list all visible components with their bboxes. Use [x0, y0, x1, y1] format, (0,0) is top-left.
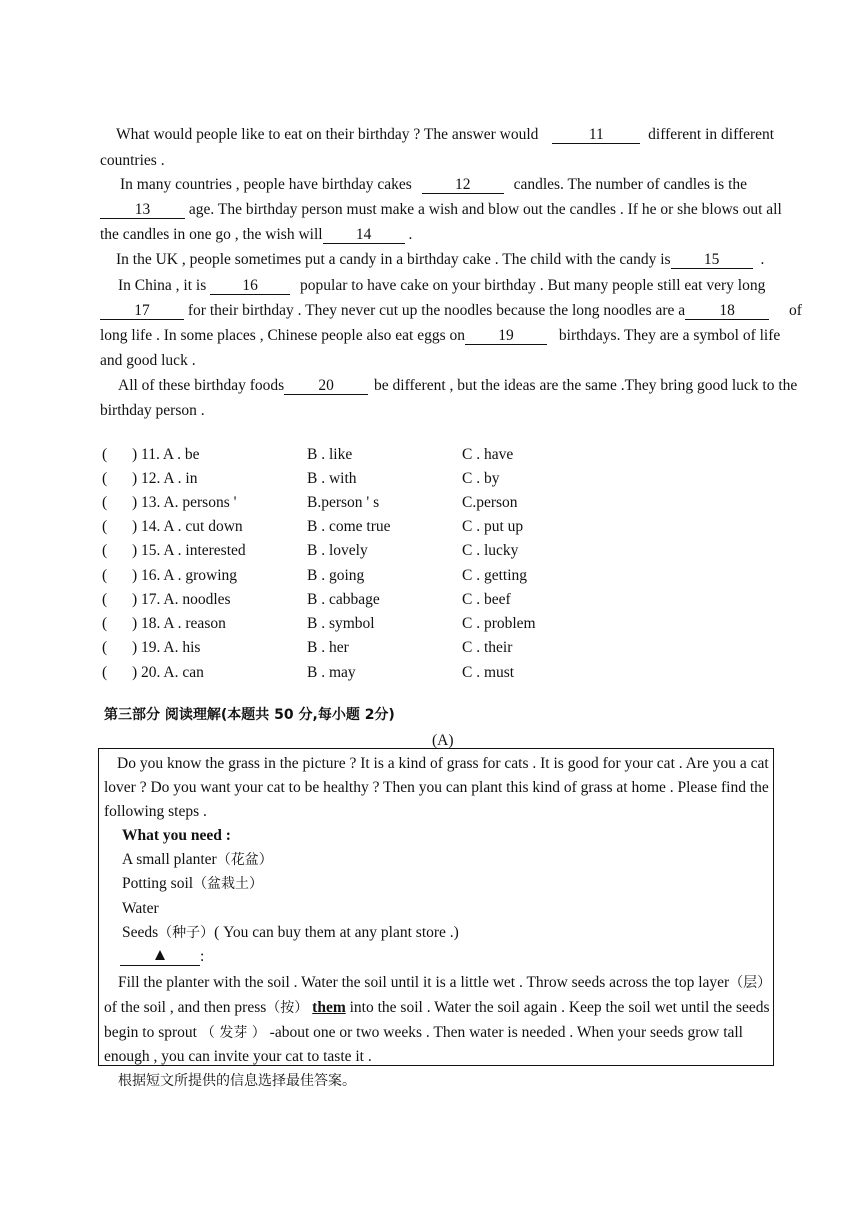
blank-15: 15 — [671, 251, 753, 269]
question-15 — [102, 541, 246, 561]
option-b: B . with — [307, 470, 357, 487]
option-c: C . must — [462, 664, 515, 681]
text: In China , it is — [118, 277, 207, 294]
answer-paren[interactable]: ( — [102, 446, 108, 463]
text: age. The birthday person must make a wish and blow out the candles . If he or she blows out all — [188, 201, 782, 218]
passage-line: following steps . — [104, 803, 207, 820]
option-b: B . going — [307, 567, 365, 584]
blank-13: 13 — [100, 201, 185, 219]
option-b: B . cabbage — [307, 591, 380, 608]
cloze-line — [118, 276, 765, 296]
option-a: ) 13. A. persons ' — [132, 494, 237, 511]
text: long life . In some places , Chinese people also eat eggs on — [100, 327, 466, 344]
option-c: C . problem — [462, 615, 536, 632]
option-b: B . symbol — [307, 615, 375, 632]
option-c: C . lucky — [462, 542, 519, 559]
option-a: ) 11. A . be — [132, 446, 200, 463]
cloze-line — [100, 351, 196, 371]
option-b: B . may — [307, 664, 356, 681]
answer-paren[interactable]: ( — [102, 639, 108, 656]
text: birthdays. They are a symbol of life — [558, 327, 781, 344]
text: . — [408, 226, 413, 243]
cloze-line — [100, 200, 782, 220]
blank-18: 18 — [685, 302, 769, 320]
triangle-icon — [155, 950, 165, 960]
option-a: ) 12. A . in — [132, 470, 198, 487]
passage-line: enough , you can invite your cat to taste it . — [104, 1048, 372, 1065]
option-c: C . by — [462, 470, 500, 487]
option-c: C . put up — [462, 518, 524, 535]
option-a: ) 16. A . growing — [132, 567, 238, 584]
text: countries . — [100, 152, 165, 169]
text: All of these birthday foods — [118, 377, 285, 394]
cloze-line — [118, 376, 797, 396]
blank-19: 19 — [465, 327, 547, 345]
text: different in different — [648, 126, 775, 143]
cloze-line — [116, 250, 764, 270]
answer-paren[interactable]: ( — [102, 518, 108, 535]
cloze-line — [100, 401, 205, 421]
text: of — [789, 302, 802, 319]
blank-16: 16 — [210, 277, 290, 295]
steps-blank: : — [120, 947, 204, 967]
option-b: B.person ' s — [307, 494, 380, 511]
text: What would people like to eat on their birthday ? The answer would — [116, 126, 539, 143]
cloze-line — [116, 125, 774, 145]
question-11 — [102, 445, 199, 465]
answer-paren[interactable]: ( — [102, 567, 108, 584]
option-c: C . their — [462, 639, 513, 656]
text: the candles in one go , the wish will — [100, 226, 323, 243]
option-c: C.person — [462, 494, 518, 511]
blank-17: 17 — [100, 302, 184, 320]
option-c: C . getting — [462, 567, 528, 584]
need-title: What you need : — [122, 827, 231, 844]
underlined-word: them — [312, 999, 346, 1016]
answer-paren[interactable]: ( — [102, 615, 108, 632]
blank-line[interactable] — [120, 948, 200, 966]
instruction: 根据短文所提供的信息选择最佳答案。 — [118, 1073, 356, 1089]
answer-paren[interactable]: ( — [102, 664, 108, 681]
passage-line: of the soil , and then press（按） them into the soil . Water the soil again . Keep the soil wet until the seeds — [104, 999, 770, 1016]
option-a: ) 17. A. noodles — [132, 591, 231, 608]
blank-20: 20 — [284, 377, 368, 395]
option-a: ) 20. A. can — [132, 664, 204, 681]
need-item-planter: A small planter（花盆） — [122, 851, 273, 868]
need-item-soil: Potting soil（盆栽土） — [122, 875, 264, 892]
text: In the UK , people sometimes put a candy in a birthday cake . The child with the candy is — [116, 251, 671, 268]
answer-paren[interactable]: ( — [102, 470, 108, 487]
option-c: C . have — [462, 446, 514, 463]
answer-paren[interactable]: ( — [102, 591, 108, 608]
text: birthday person . — [100, 402, 205, 419]
passage-line: lover ? Do you want your cat to be healthy ? Then you can plant this kind of grass at home . Please find the — [104, 779, 769, 796]
question-13 — [102, 493, 236, 513]
option-b: B . come true — [307, 518, 391, 535]
blank-11: 11 — [552, 126, 640, 144]
option-a: ) 14. A . cut down — [132, 518, 243, 535]
need-item-seeds: Seeds（种子）( You can buy them at any plant store .) — [122, 924, 459, 941]
text: be different , but the ideas are the same .They bring good luck to the — [374, 377, 798, 394]
blank-14: 14 — [323, 226, 405, 244]
cloze-line — [120, 175, 747, 195]
cloze-line — [100, 225, 412, 245]
blank-12: 12 — [422, 176, 504, 194]
text: candles. The number of candles is the — [513, 176, 748, 193]
passage-label: (A) — [432, 732, 454, 749]
option-b: B . like — [307, 446, 353, 463]
option-b: B . her — [307, 639, 349, 656]
option-c: C . beef — [462, 591, 511, 608]
question-14 — [102, 517, 243, 537]
need-item-water: Water — [122, 900, 159, 917]
option-b: B . lovely — [307, 542, 368, 559]
text: popular to have cake on your birthday . But many people still eat very long — [300, 277, 766, 294]
option-a: ) 15. A . interested — [132, 542, 246, 559]
cloze-line — [100, 301, 802, 321]
text: for their birthday . They never cut up the noodles because the long noodles are a — [187, 302, 686, 319]
answer-paren[interactable]: ( — [102, 494, 108, 511]
passage-line: Fill the planter with the soil . Water the soil until it is a little wet . Throw seeds across the top layer（层） — [118, 974, 772, 991]
option-a: ) 18. A . reason — [132, 615, 226, 632]
text: In many countries , people have birthday cakes — [120, 176, 412, 193]
option-a: ) 19. A. his — [132, 639, 201, 656]
text: and good luck . — [100, 352, 196, 369]
answer-paren[interactable]: ( — [102, 542, 108, 559]
cloze-line — [100, 326, 780, 346]
passage-line: begin to sprout （ 发芽 ） -about one or two weeks . Then water is needed . When your seeds grow tall — [104, 1024, 743, 1041]
question-12 — [102, 469, 197, 489]
question-16 — [102, 566, 237, 586]
text: . — [760, 251, 765, 268]
question-20 — [102, 663, 204, 683]
question-19 — [102, 638, 200, 658]
question-17 — [102, 590, 231, 610]
passage-line: Do you know the grass in the picture ? It is a kind of grass for cats . It is good for your cat . Are you a cat — [117, 755, 769, 772]
cloze-line — [100, 151, 165, 171]
question-18 — [102, 614, 226, 634]
section-heading: 第三部分 阅读理解(本题共 50 分,每小题 2分) — [104, 707, 395, 723]
